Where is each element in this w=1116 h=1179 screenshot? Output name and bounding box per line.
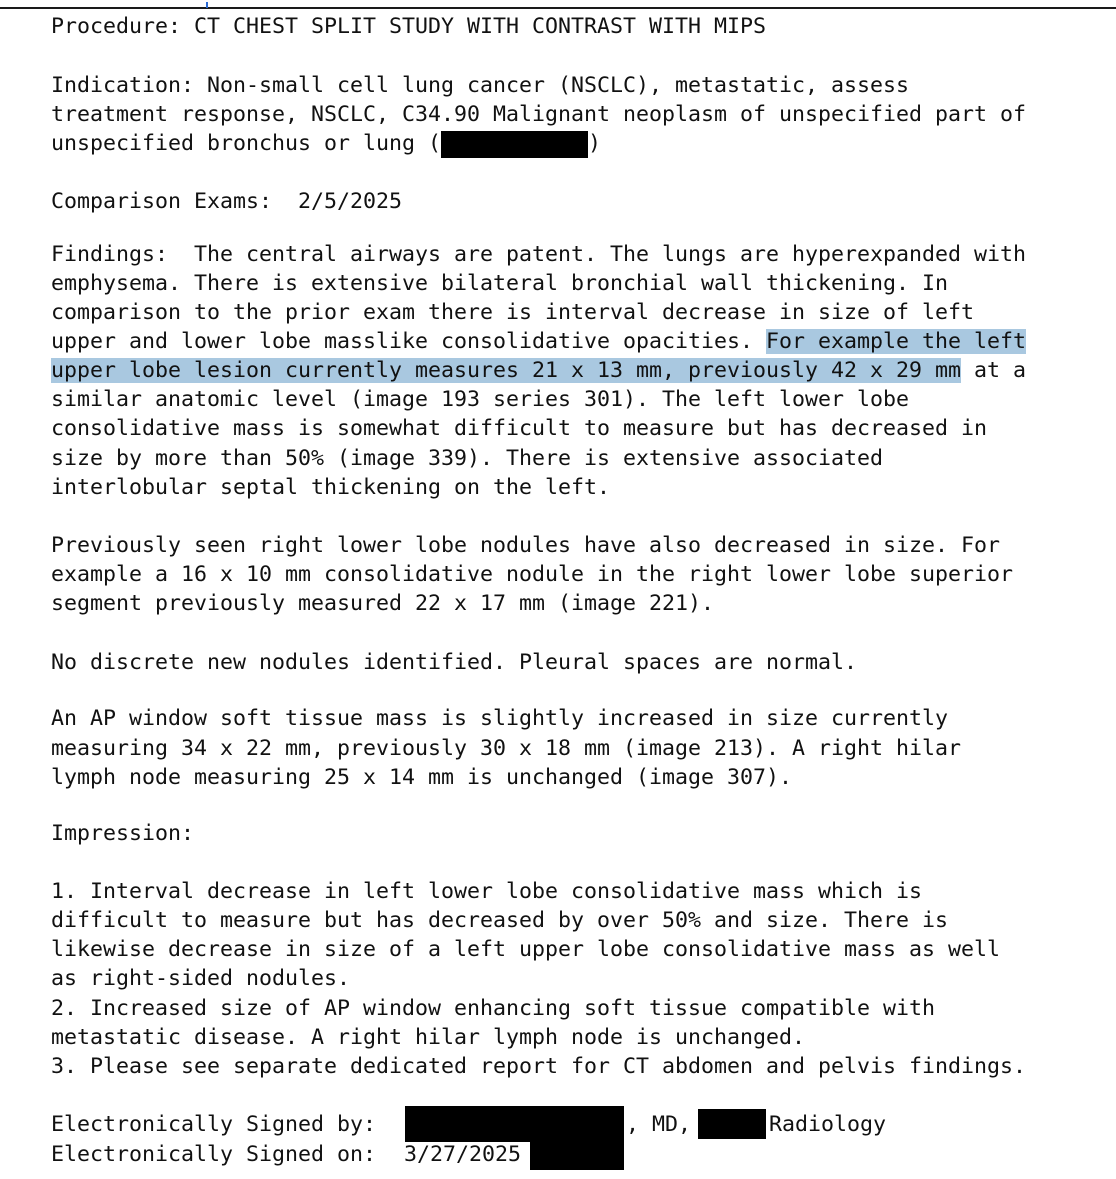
indication-line-3-text: unspecified bronchus or lung (: [51, 131, 442, 156]
indication-line-2: treatment response, NSCLC, C34.90 Malignant neoplasm of unspecified part of: [51, 102, 1027, 127]
ap-window-line-2: measuring 34 x 22 mm, previously 30 x 18 mm (image 213). A right hilar: [51, 736, 962, 761]
indication-line-1: Indication: Non-small cell lung cancer (NSCLC), metastatic, assess: [51, 73, 910, 98]
top-divider: [0, 7, 1116, 9]
redacted-institution: [698, 1109, 766, 1139]
signed-on-label: Electronically Signed on:: [51, 1142, 377, 1167]
findings-line-5-text: at a: [961, 358, 1027, 383]
right-nodules-line-2: example a 16 x 10 mm consolidative nodule in the right lower lobe superior: [51, 562, 1014, 587]
ap-window-line-1: An AP window soft tissue mass is slightly increased in size currently: [51, 706, 949, 731]
findings-line-9: interlobular septal thickening on the left.: [51, 475, 611, 500]
findings-line-8: size by more than 50% (image 339). There is extensive associated: [51, 446, 884, 471]
no-new-nodules-line: No discrete new nodules identified. Pleural spaces are normal.: [51, 650, 858, 675]
signed-by-label: Electronically Signed by:: [51, 1112, 377, 1137]
findings-line-4-text: upper and lower lobe masslike consolidative opacities.: [51, 329, 767, 354]
impression-item-1-line-3: likewise decrease in size of a left upper lobe consolidative mass as well: [51, 937, 1001, 962]
findings-line-2: emphysema. There is extensive bilateral bronchial wall thickening. In: [51, 271, 949, 296]
findings-line-4: [51, 327, 1026, 356]
impression-item-1-line-2: difficult to measure but has decreased by over 50% and size. There is: [51, 908, 949, 933]
ap-window-line-3: lymph node measuring 25 x 14 mm is unchanged (image 307).: [51, 765, 793, 790]
indication-line-3-close: ): [588, 131, 602, 156]
indication-line-3: [51, 129, 601, 158]
right-nodules-line-3: segment previously measured 22 x 17 mm (image 221).: [51, 591, 715, 616]
findings-line-3: comparison to the prior exam there is interval decrease in size of left: [51, 300, 975, 325]
impression-item-2-line-1: 2. Increased size of AP window enhancing soft tissue compatible with: [51, 996, 936, 1021]
impression-item-2-line-2: metastatic disease. A right hilar lymph node is unchanged.: [51, 1025, 806, 1050]
redacted-identifier: [441, 131, 588, 158]
right-nodules-line-1: Previously seen right lower lobe nodules have also decreased in size. For: [51, 533, 1001, 558]
procedure-line: Procedure: CT CHEST SPLIT STUDY WITH CONTRAST WITH MIPS: [51, 14, 767, 39]
redacted-signed-time: [530, 1141, 624, 1170]
impression-item-1-line-1: 1. Interval decrease in left lower lobe consolidative mass which is: [51, 879, 923, 904]
findings-line-1: Findings: The central airways are patent. The lungs are hyperexpanded with: [51, 242, 1027, 267]
comparison-exams: Comparison Exams: 2/5/2025: [51, 189, 403, 214]
text-cursor-marker: [206, 2, 208, 8]
signer-department: Radiology: [769, 1112, 887, 1137]
highlighted-selection-end[interactable]: upper lobe lesion currently measures 21 x 13 mm, previously 42 x 29 mm: [51, 358, 962, 383]
highlighted-selection-start[interactable]: For example the left: [766, 329, 1027, 354]
signed-on-date: 3/27/2025: [404, 1142, 522, 1167]
redacted-signer-name: [405, 1106, 624, 1142]
impression-item-1-line-4: as right-sided nodules.: [51, 966, 351, 991]
findings-line-5: [51, 356, 1026, 385]
impression-item-3-line-1: 3. Please see separate dedicated report for CT abdomen and pelvis findings.: [51, 1054, 1027, 1079]
findings-line-6: similar anatomic level (image 193 series 301). The left lower lobe: [51, 387, 910, 412]
signer-credentials: , MD,: [626, 1112, 692, 1137]
impression-heading: Impression:: [51, 821, 195, 846]
findings-line-7: consolidative mass is somewhat difficult to measure but has decreased in: [51, 416, 988, 441]
